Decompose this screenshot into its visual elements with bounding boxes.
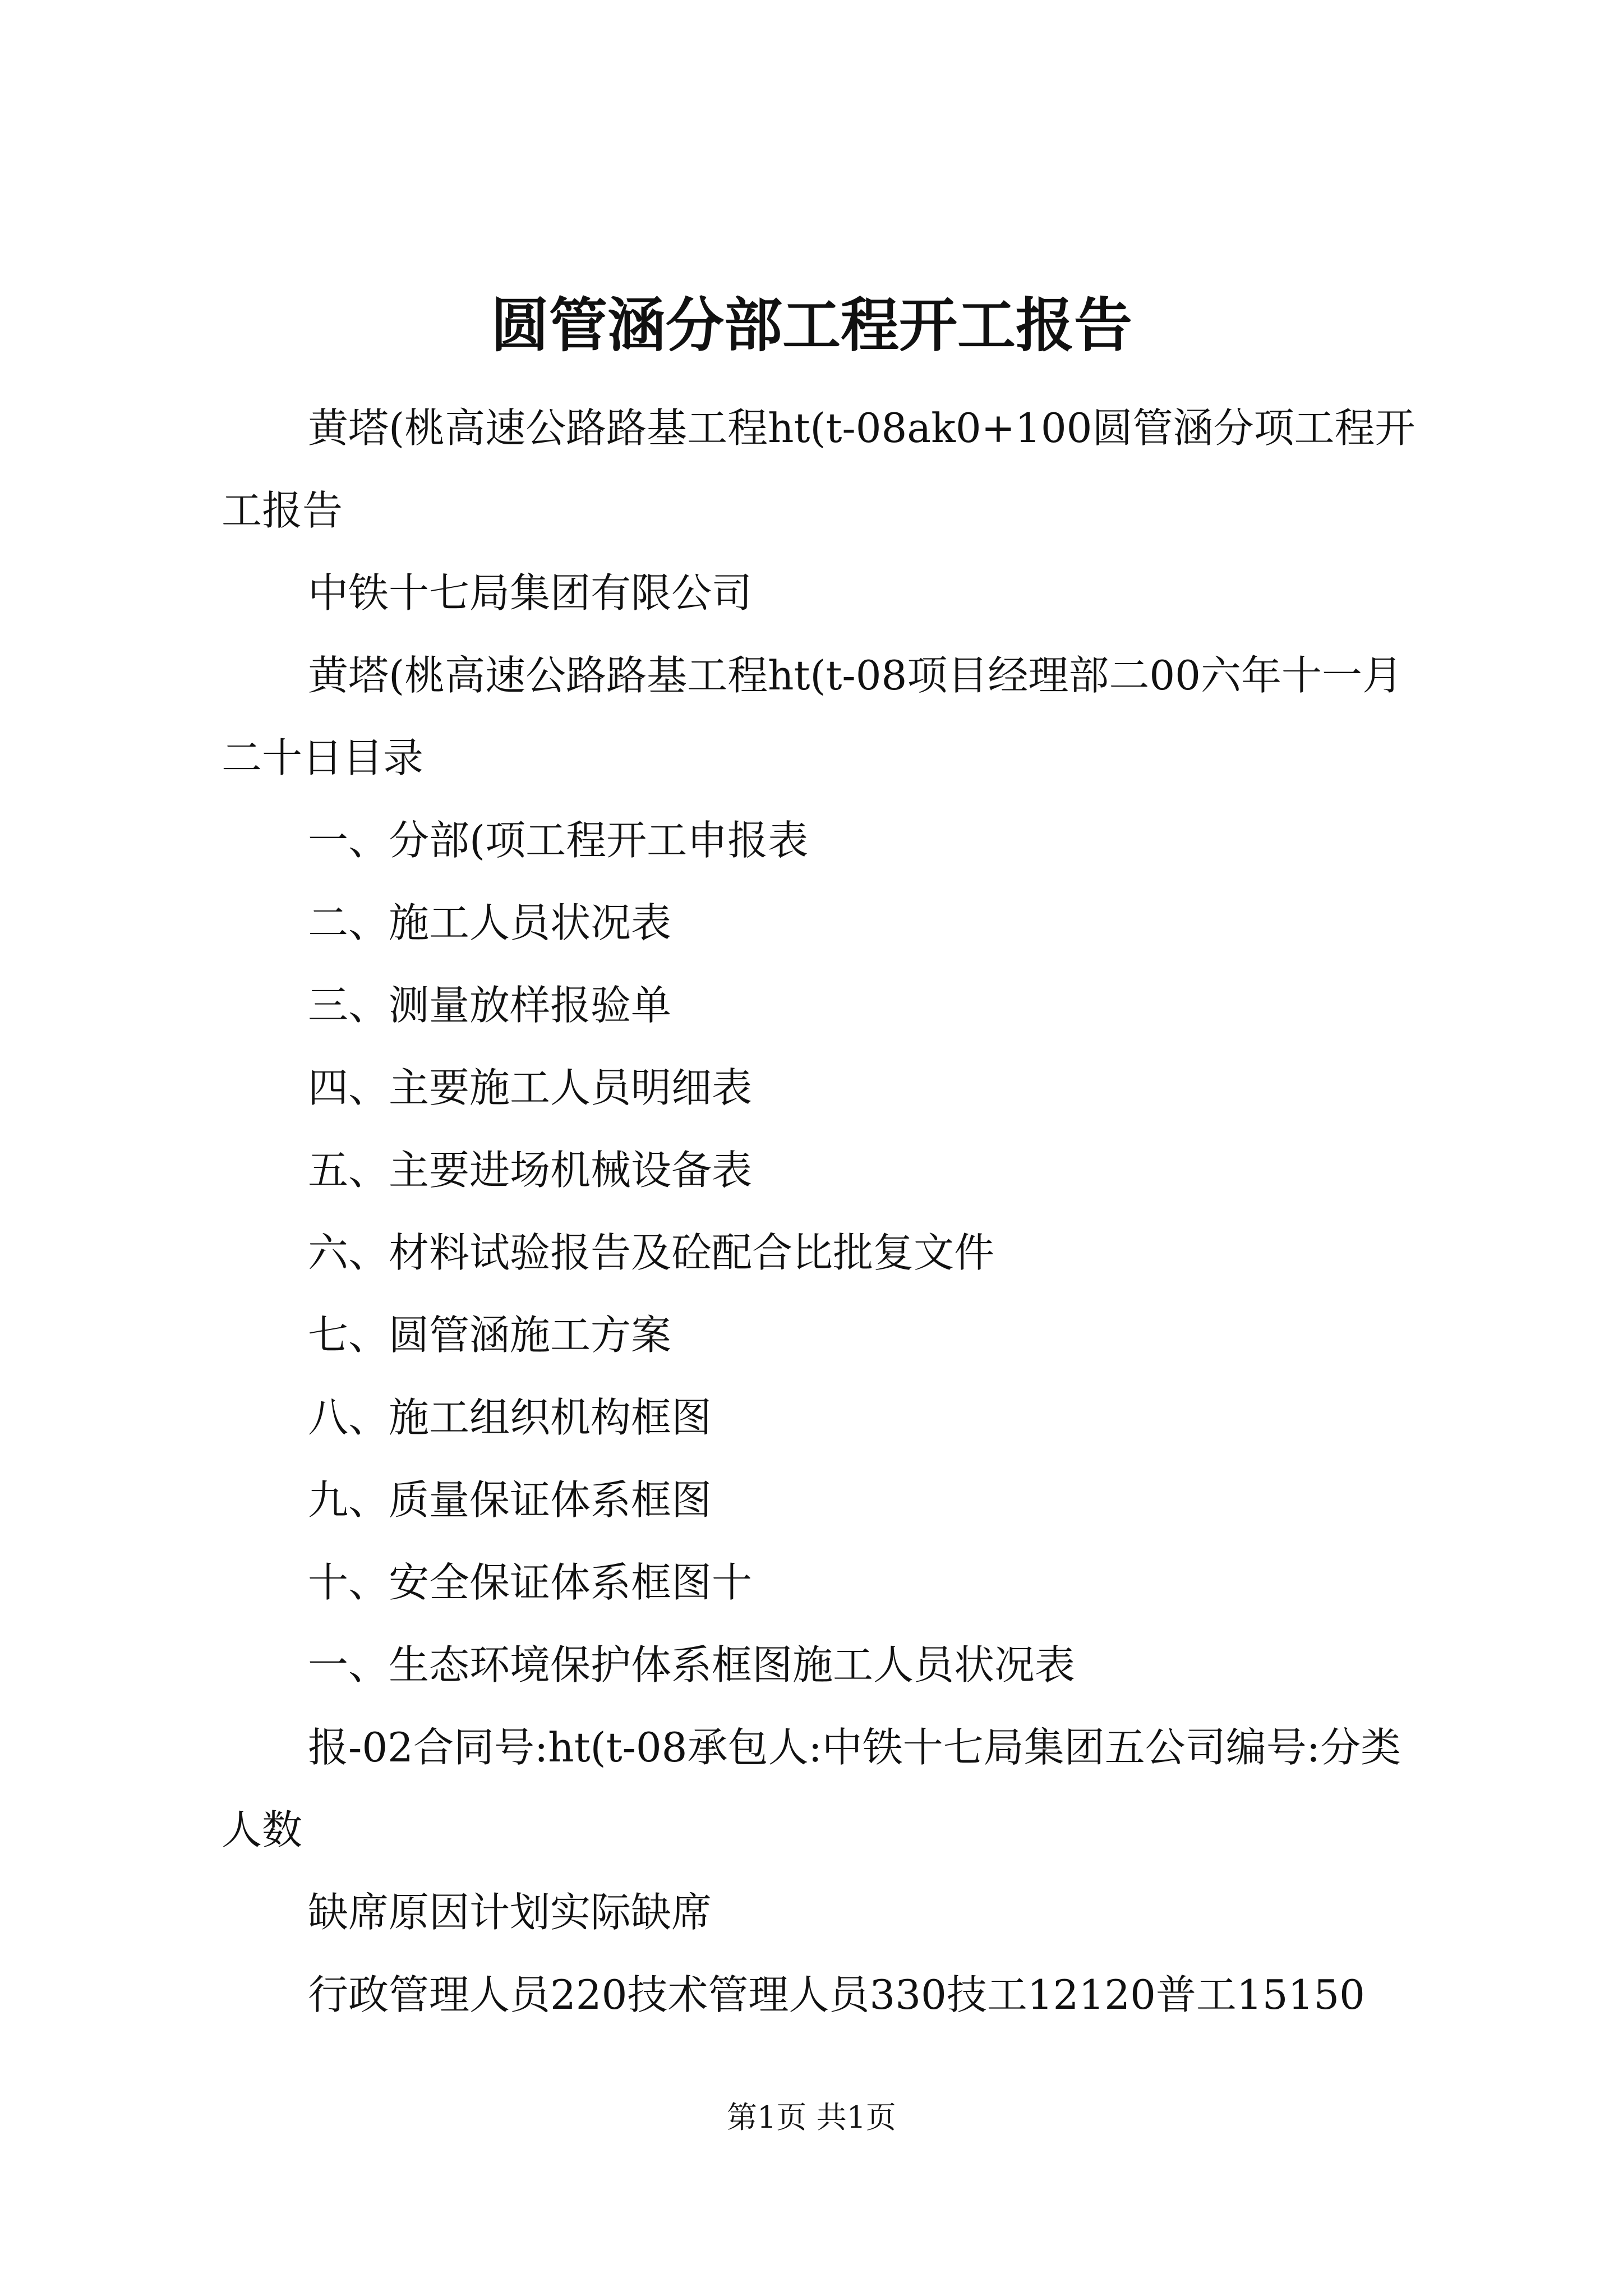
paragraph-table-header: 缺席原因计划实际缺席 <box>308 1889 712 1936</box>
toc-item-9: 九、质量保证体系框图 <box>308 1476 712 1524</box>
paragraph-company: 中铁十七局集团有限公司 <box>308 569 753 616</box>
page-footer: 第1页 共1页 <box>727 2100 896 2135</box>
paragraph-project-title: 黄塔(桃高速公路路基工程ht(t-08ak0+100圆管涵分项工程开工报告 <box>222 404 1415 534</box>
toc-item-7: 七、圆管涵施工方案 <box>308 1312 672 1359</box>
document-title: 圆管涵分部工程开工报告 <box>490 291 1132 360</box>
toc-item-2: 二、施工人员状况表 <box>308 899 672 946</box>
paragraph-table-values: 行政管理人员220技术管理人员330技工12120普工15150 <box>308 1971 1365 2018</box>
toc-item-5: 五、主要进场机械设备表 <box>308 1147 753 1194</box>
toc-item-8: 八、施工组织机构框图 <box>308 1394 712 1441</box>
toc-item-11: 一、生态环境保护体系框图施工人员状况表 <box>308 1641 1076 1688</box>
toc-item-4: 四、主要施工人员明细表 <box>308 1064 753 1111</box>
toc-item-3: 三、测量放样报验单 <box>308 982 672 1029</box>
toc-item-1: 一、分部(项工程开工申报表 <box>308 817 809 864</box>
toc-item-6: 六、材料试验报告及砼配合比批复文件 <box>308 1229 995 1276</box>
paragraph-contract-info: 报-02合同号:ht(t-08承包人:中铁十七局集团五公司编号:分类人数 <box>222 1724 1401 1853</box>
document-body <box>222 387 1433 2036</box>
toc-item-10: 十、安全保证体系框图十 <box>308 1559 753 1606</box>
paragraph-department-date: 黄塔(桃高速公路路基工程ht(t-08项目经理部二00六年十一月二十日目录 <box>222 652 1403 781</box>
